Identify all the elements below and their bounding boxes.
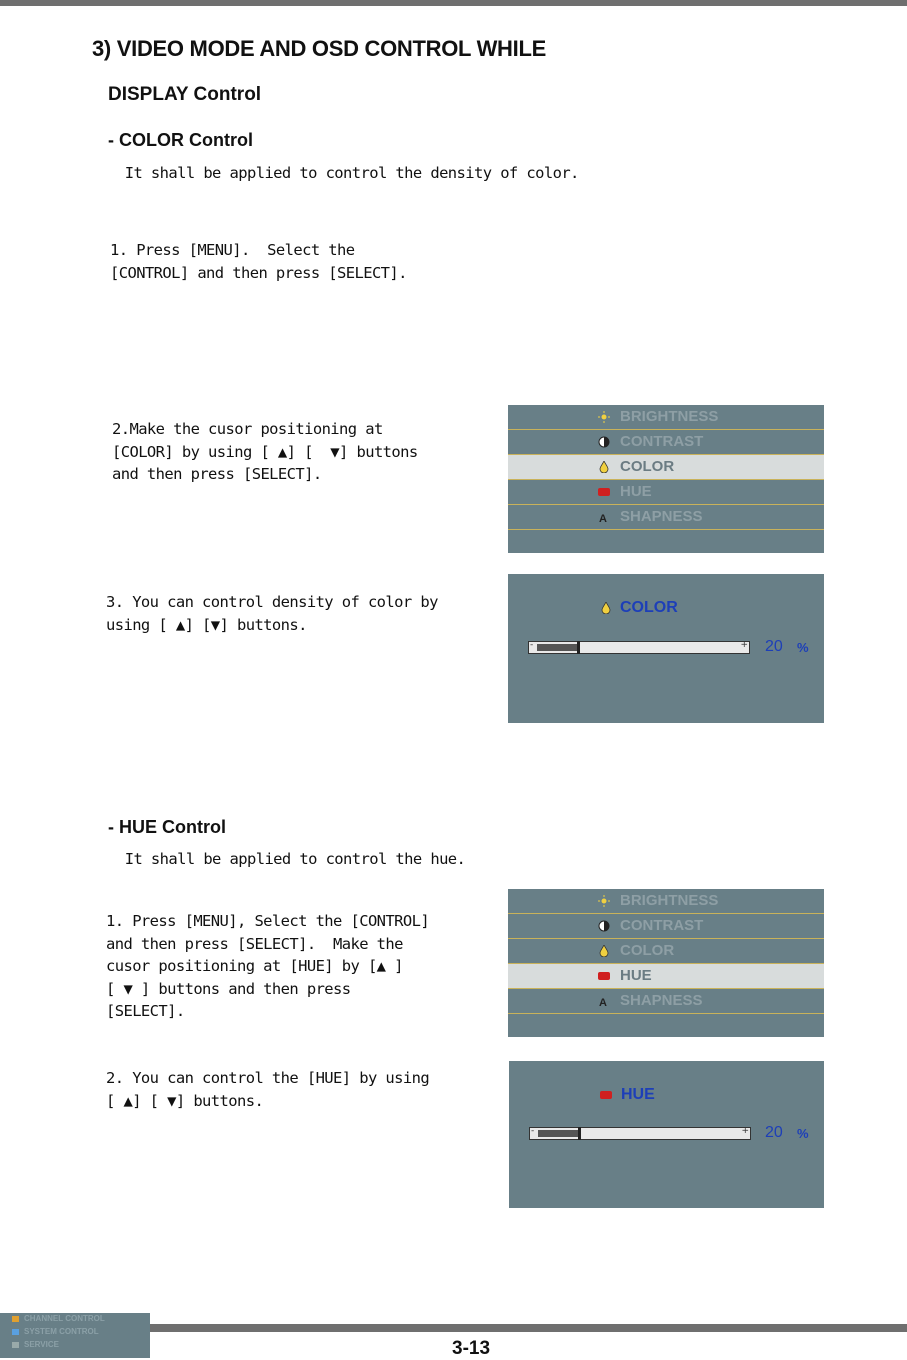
osd-menu-label: SHAPNESS: [620, 992, 703, 1009]
service-icon: [12, 1342, 19, 1348]
plus-icon: +: [740, 640, 748, 650]
osd-menu-label: HUE: [620, 967, 652, 984]
color-drop-icon: [600, 602, 612, 614]
hue-icon: [598, 970, 610, 982]
osd-menu-label: SHAPNESS: [620, 508, 703, 525]
osd-menu-item-contrast: [508, 914, 824, 939]
osd-menu-item-sharpness: [508, 989, 824, 1014]
osd-color-adjust: [508, 574, 824, 723]
minus-icon: -: [530, 640, 534, 650]
thumbnail-item: SERVICE: [24, 1340, 59, 1349]
osd-menu-label: COLOR: [620, 942, 675, 959]
thumbnail-item: CHANNEL CONTROL: [24, 1314, 105, 1323]
page-number: 3-13: [452, 1338, 491, 1359]
color-step-2: 2.Make the cusor positioning at [COLOR] by using [ ▲] [ ▼] buttons and then press [SELECT].: [112, 420, 418, 483]
hue-icon: [598, 486, 610, 498]
osd-menu-item-hue: [508, 964, 824, 989]
slider-fill: [538, 1130, 578, 1137]
osd-menu-label: COLOR: [620, 458, 675, 475]
osd-hue-adjust: [509, 1061, 824, 1208]
osd-menu-label: HUE: [620, 483, 652, 500]
slider-knob: [577, 641, 580, 654]
color-step-3: 3. You can control density of color by using [ ▲] [▼] buttons.: [106, 593, 438, 634]
footer-osd-thumbnail: [0, 1313, 150, 1358]
slider-fill: [537, 644, 577, 651]
hue-control-intro: It shall be applied to control the hue.: [116, 850, 466, 868]
thumbnail-item: SYSTEM CONTROL: [24, 1327, 99, 1336]
osd-menu-item-color: [508, 939, 824, 964]
contrast-icon: [598, 436, 610, 448]
hue-value: 20: [765, 1124, 783, 1141]
sharpness-icon: [598, 995, 610, 1007]
svg-text:A: A: [599, 513, 607, 523]
color-value: 20: [765, 638, 783, 655]
sun-icon: [598, 895, 610, 907]
system-icon: [12, 1329, 19, 1335]
osd-menu-item-brightness: [508, 889, 824, 914]
color-control-intro: It shall be applied to control the density of color.: [116, 164, 579, 182]
osd-menu-label: CONTRAST: [620, 433, 704, 450]
osd-menu-label: CONTRAST: [620, 917, 704, 934]
hue-level-slider[interactable]: [529, 1127, 751, 1140]
osd-menu-color-selected: [508, 405, 824, 553]
osd-adjust-title: HUE: [621, 1086, 655, 1103]
color-unit: %: [797, 640, 809, 655]
osd-menu-label: BRIGHTNESS: [620, 892, 719, 909]
hue-icon: [599, 1089, 613, 1101]
color-drop-icon: [598, 461, 610, 473]
osd-menu-hue-selected: [508, 889, 824, 1037]
osd-menu-item-color: [508, 455, 824, 480]
color-drop-icon: [598, 945, 610, 957]
osd-adjust-title: COLOR: [620, 599, 678, 616]
osd-menu-item-hue: [508, 480, 824, 505]
slider-knob: [578, 1127, 581, 1140]
hue-unit: %: [797, 1126, 809, 1141]
osd-menu-item-sharpness: [508, 505, 824, 530]
osd-menu-item-contrast: [508, 430, 824, 455]
bottom-rule: [150, 1324, 907, 1332]
color-level-slider[interactable]: [528, 641, 750, 654]
sun-icon: [598, 411, 610, 423]
hue-control-heading: - HUE Control: [108, 817, 226, 837]
color-step-1: 1. Press [MENU]. Select the [CONTROL] and then press [SELECT].: [110, 241, 407, 282]
osd-menu-label: BRIGHTNESS: [620, 408, 719, 425]
sharpness-icon: [598, 511, 610, 523]
contrast-icon: [598, 920, 610, 932]
hue-step-1: 1. Press [MENU], Select the [CONTROL] and then press [SELECT]. Make the cusor positioning at [HUE] by [▲ ] [ ▼ ] buttons and then press [SELECT].: [106, 912, 430, 1020]
osd-menu-item-brightness: [508, 405, 824, 430]
hue-step-2: 2. You can control the [HUE] by using [ ▲] [ ▼] buttons.: [106, 1069, 430, 1110]
subsection-title: DISPLAY Control: [108, 84, 262, 105]
channel-icon: [12, 1316, 19, 1322]
svg-text:A: A: [599, 997, 607, 1007]
section-title: 3) VIDEO MODE AND OSD CONTROL WHILE: [92, 36, 546, 61]
minus-icon: -: [531, 1126, 535, 1136]
color-control-heading: - COLOR Control: [108, 130, 253, 150]
top-rule: [0, 0, 907, 6]
plus-icon: +: [741, 1126, 749, 1136]
